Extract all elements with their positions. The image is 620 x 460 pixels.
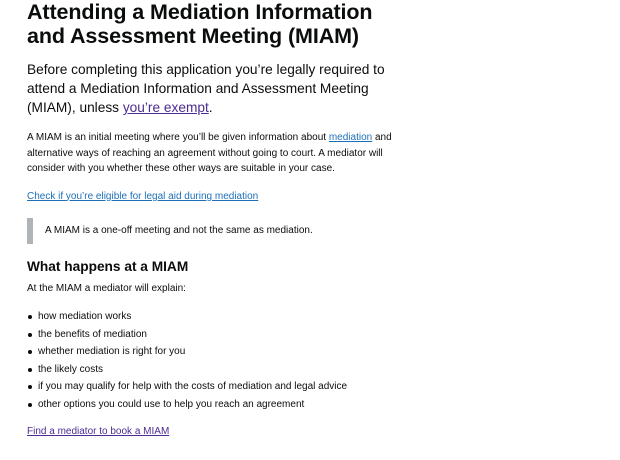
lead-end: .	[208, 100, 213, 115]
bullet-icon	[28, 403, 32, 407]
main-content	[27, 0, 407, 440]
miam-description	[27, 130, 407, 177]
lead-paragraph	[27, 60, 407, 117]
list-item-text: other options you could use to help you reach an agreement	[38, 398, 305, 410]
list-item	[38, 361, 407, 379]
find-mediator-link[interactable]: Find a mediator to book a MIAM	[27, 426, 170, 437]
list-item-text: whether mediation is right for you	[38, 346, 186, 357]
bullet-icon	[28, 333, 32, 337]
list-item	[38, 396, 407, 414]
list-item-text: the benefits of mediation	[38, 328, 147, 340]
legal-aid-link[interactable]: Check if you’re eligible for legal aid during mediation	[27, 190, 259, 202]
miam-description-end: and alternative ways of reaching an agreement without going to court. A mediator will consider with you whether these other ways are suitable in your case.	[27, 132, 392, 174]
inset-text: A MIAM is a one-off meeting and not the same as mediation.	[27, 218, 407, 244]
list-item-text: how mediation works	[38, 311, 132, 322]
explanation-list	[27, 308, 407, 413]
page-title: Attending a Mediation Information and Assessment Meeting (MIAM)	[27, 0, 373, 48]
list-item-text: the likely costs	[38, 363, 104, 375]
bullet-icon	[28, 315, 32, 319]
section-heading: What happens at a MIAM	[27, 258, 189, 274]
section-intro: At the MIAM a mediator will explain:	[27, 282, 186, 294]
mediation-link[interactable]: mediation	[328, 132, 373, 143]
lead-text: Before completing this application you’re legally required to attend a Mediation Information and Assessment Meeting (MIAM), unless	[27, 62, 385, 115]
list-item	[38, 308, 407, 326]
list-item-text: if you may qualify for help with the costs of mediation and legal advice	[38, 381, 348, 392]
list-item	[38, 378, 407, 396]
bullet-icon	[28, 385, 32, 389]
bullet-icon	[28, 350, 32, 354]
bullet-icon	[28, 368, 32, 372]
exempt-link[interactable]: you’re exempt	[122, 100, 209, 115]
list-item	[38, 326, 407, 344]
list-item	[38, 343, 407, 361]
miam-description-start: A MIAM is an initial meeting where you’ll be given information about	[27, 132, 329, 143]
